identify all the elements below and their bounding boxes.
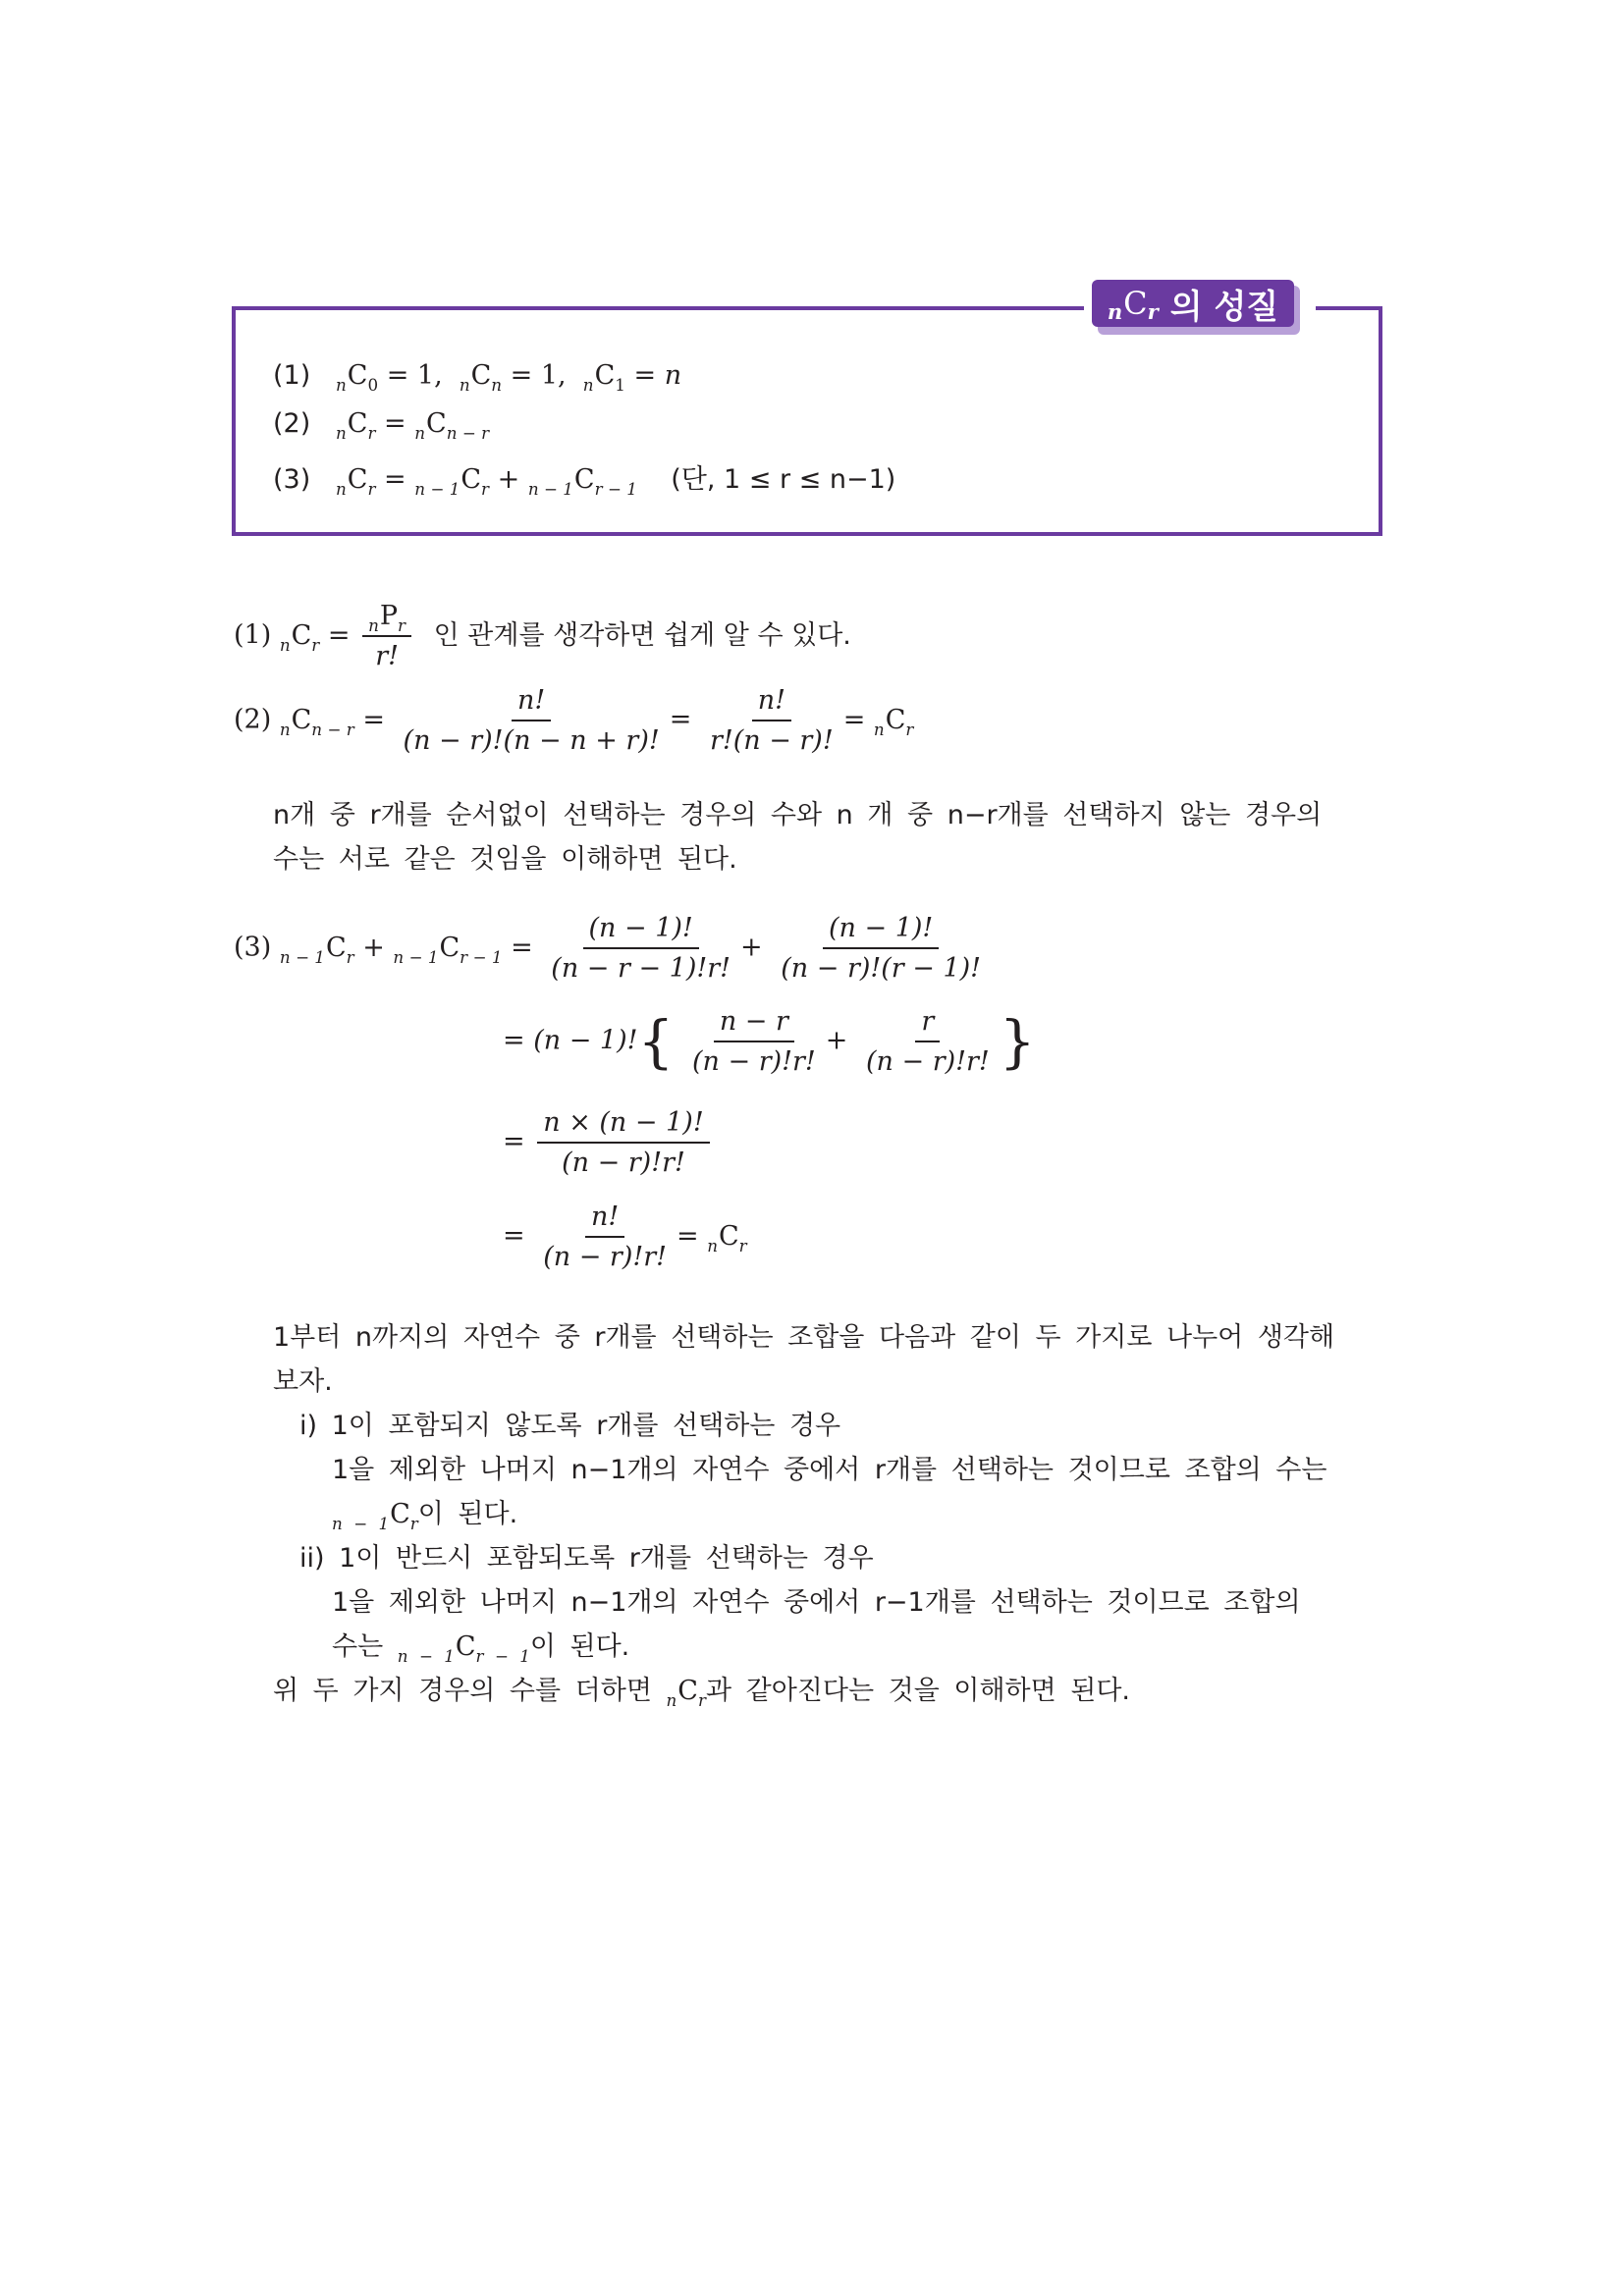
explain-3-paragraph: 1부터 n까지의 자연수 중 r개를 선택하는 조합을 다음과 같이 두 가지로 나누어 생각해 보자.	[273, 1322, 1335, 1397]
explain-2-formula: (2) $_nC_{n - r}$ = $\frac{n!}{(n - r)!(n - n + r)!}$ = $\frac{n!}{r!(n - r)!}$ = $_nC_r$	[234, 685, 914, 756]
case-1-body: 1을 제외한 나머지 n−1개의 자연수 중에서 r개를 선택하는 것이므로 조합의 수는	[332, 1455, 1327, 1485]
conclusion: 위 두 가지 경우의 수를 더하면 $_nC_r$과 같아진다는 것을 이해하면 된다.	[273, 1676, 1131, 1711]
title-text: 의 성질	[1169, 287, 1279, 327]
explain-3-step4: = $\frac{n!}{(n - r)!r!}$ = $_nC_r$	[503, 1201, 747, 1272]
explain-3-step1: (3) $_{n - 1}C_r + _{n - 1}C_{r - 1}$ = $\frac{(n - 1)!}{(n - r - 1)!r!}$ + $\frac{(n - 1)!}{(n - r)!(r - 1)!}$	[234, 913, 982, 984]
explain-2-paragraph: n개 중 r개를 순서없이 선택하는 경우의 수와 n 개 중 n−r개를 선택하지 않는 경우의 수는 서로 같은 것임을 이해하면 된다.	[273, 800, 1323, 875]
fraction-npr-over-rfact: $\frac{_nP_r}{r!}$	[362, 601, 411, 671]
condition-text: (단, 1 ≤ r ≤ n−1)	[671, 464, 896, 495]
property-1: (1) $_nC_0 = 1$, $_nC_n = 1$, $_nC_1 = n$	[273, 360, 682, 396]
explain-3-step2: = (n − 1)!{ $\frac{n - r}{(n - r)!r!}$ + $\frac{r}{(n - r)!r!}$ }	[503, 1006, 1036, 1077]
case-2-title: ii) 1이 반드시 포함되도록 r개를 선택하는 경우	[299, 1543, 874, 1574]
property-3: (3) $_nC_r = _{n - 1}C_r + _{n - 1}C_{r - 1}$ (단, 1 ≤ r ≤ n−1)	[273, 464, 896, 500]
box-title	[1084, 276, 1316, 333]
case-1-result: $_{n - 1}C_r$이 된다.	[332, 1499, 518, 1534]
explain-1: (1) $_nC_r$ = $\frac{_nP_r}{r!}$ 인 관계를 생각하면 쉽게 알 수 있다.	[234, 601, 851, 671]
case-2-result: 수는 $_{n - 1}C_{r - 1}$이 된다.	[332, 1631, 630, 1667]
explain-3-step3: = $\frac{n \times (n - 1)!}{(n - r)!r!}$	[503, 1107, 714, 1178]
title-tab-label: n C r 의 성질	[1092, 280, 1294, 327]
case-2-body: 1을 제외한 나머지 n−1개의 자연수 중에서 r−1개를 선택하는 것이므로 조합의	[332, 1587, 1301, 1618]
property-2: (2) $_nC_r = _nC_{n - r}$	[273, 408, 490, 444]
case-1-title: i) 1이 포함되지 않도록 r개를 선택하는 경우	[299, 1411, 841, 1441]
